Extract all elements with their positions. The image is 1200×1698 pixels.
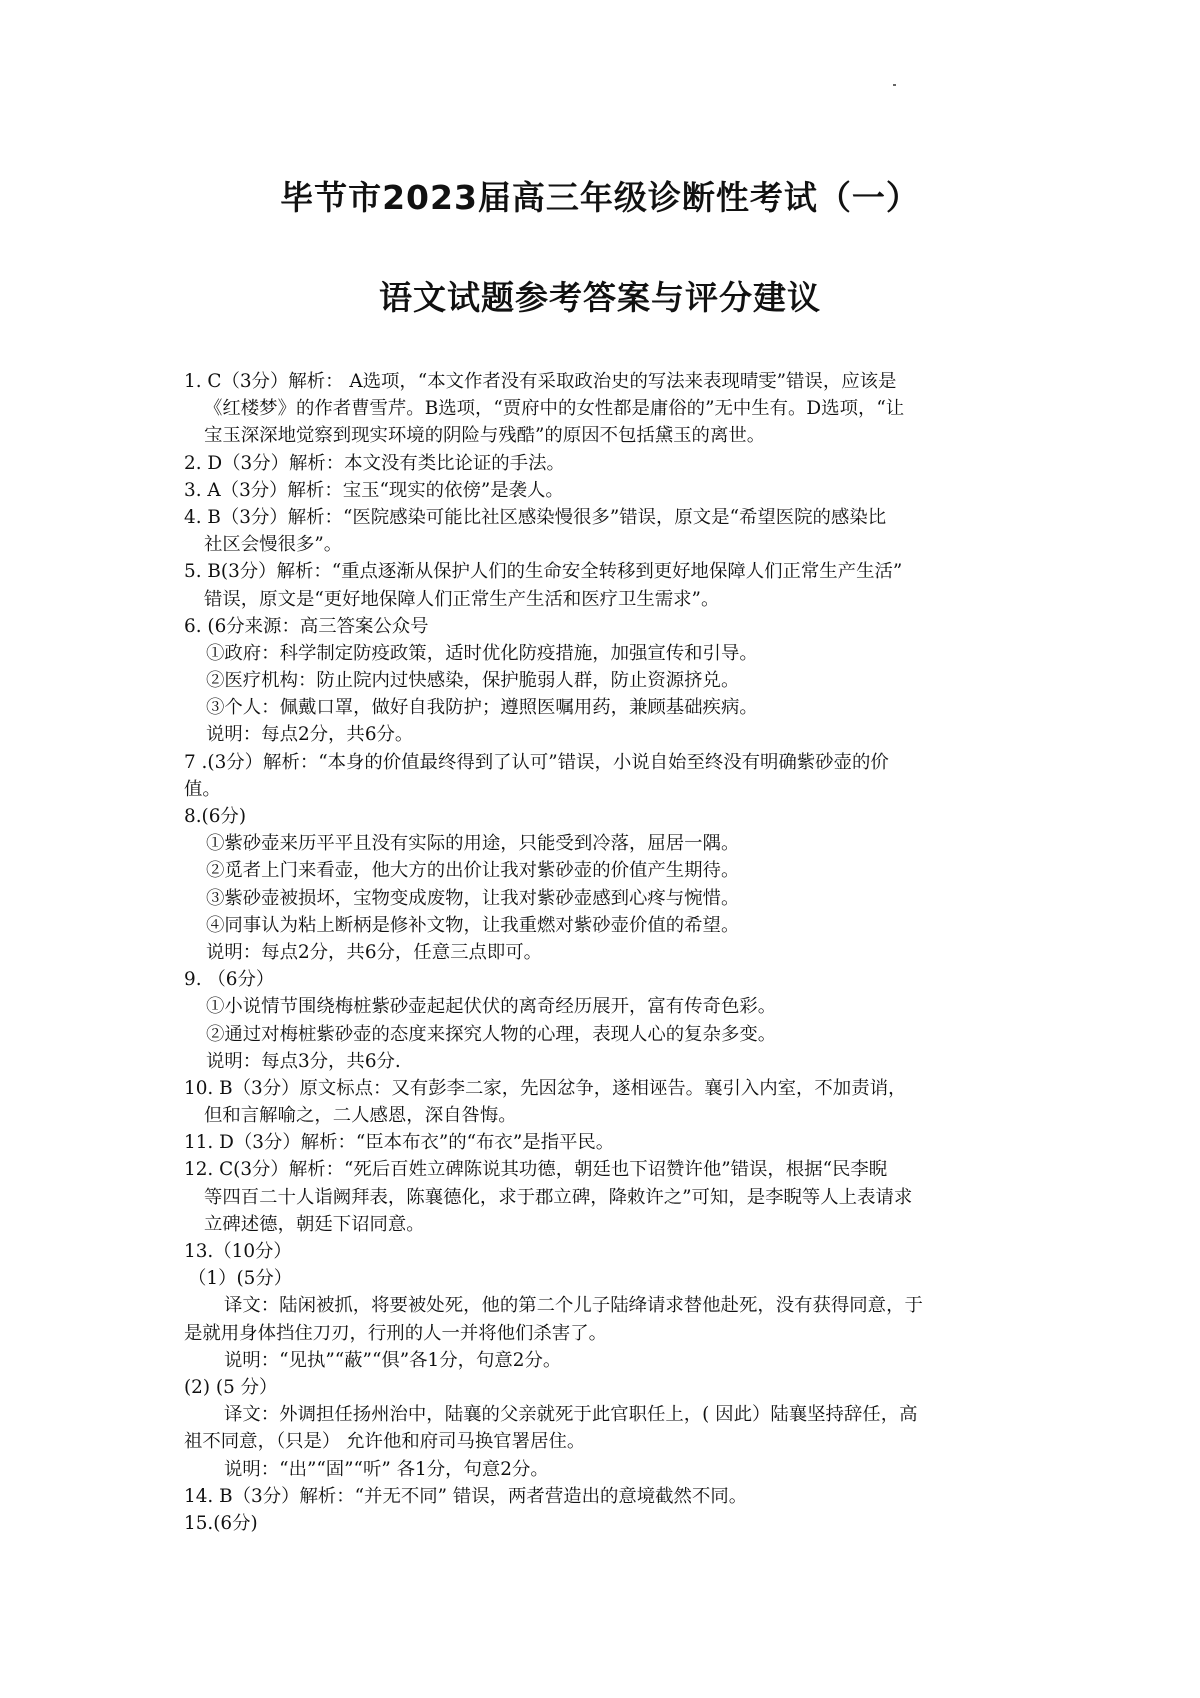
answer-line: 说明：“见执”“蔽”“俱”各1分，句意2分。 (224, 1349, 562, 1371)
answer-line: 说明：每点2分，共6分。 (206, 724, 414, 746)
answer-line: 说明：每点3分，共6分. (206, 1050, 401, 1072)
answer-line: 说明：每点2分，共6分，任意三点即可。 (206, 941, 543, 963)
answer-line: 立碑述德，朝廷下诏同意。 (204, 1213, 425, 1235)
answer-line: (2) (5 分） (184, 1376, 278, 1398)
answer-line: 12. C(3分）解析：“死后百姓立碑陈说其功德，朝廷也下诏赞许他”错误，根据“民李睨 (184, 1159, 888, 1181)
answer-line: 但和言解喻之，二人感恩，深自咎悔。 (204, 1105, 517, 1127)
answer-line: 5. B(3分）解析：“重点逐渐从保护人们的生命安全转移到更好地保障人们正常生产生活” (184, 561, 903, 583)
answer-line: 14. B（3分）解析：“并无不同” 错误，两者营造出的意境截然不同。 (184, 1485, 748, 1507)
answer-line: 译文：陆闲被抓，将要被处死，他的第二个儿子陆绛请求替他赴死，没有获得同意，于 (224, 1295, 923, 1317)
answer-line: （1）(5分） (188, 1268, 293, 1290)
answer-line: 4. B（3分）解析：“医院感染可能比社区感染慢很多”错误，原文是“希望医院的感染比 (184, 506, 887, 528)
answer-line: 值。 (184, 778, 221, 800)
answer-line: ③个人：佩戴口罩，做好自我防护；遵照医嘱用药，兼顾基础疾病。 (206, 697, 758, 719)
answer-line: 祖不同意，（只是） 允许他和府司马换官署居住。 (184, 1431, 586, 1453)
answer-line: 错误，原文是“更好地保障人们正常生产生活和医疗卫生需求”。 (204, 588, 720, 610)
answer-line: 15.(6分) (184, 1512, 258, 1534)
answer-body (184, 368, 1022, 1537)
page-subtitle: 语文试题参考答案与评分建议 (379, 278, 821, 317)
answer-line: 8.(6分) (184, 806, 246, 827)
answer-line: ①紫砂壶来历平平且没有实际的用途，只能受到冷落，屈居一隅。 (206, 833, 740, 855)
answer-line: ①政府：科学制定防疫政策，适时优化防疫措施，加强宣传和引导。 (206, 642, 758, 664)
answer-line: 10. B（3分）原文标点：又有彭李二家，先因忿争，遂相诬告。襄引入内室，不加责诮， (184, 1077, 907, 1099)
answer-line: 等四百二十人诣阙拜表，陈襄德化，求于郡立碑，降敕许之”可知，是李睨等人上表请求 (204, 1186, 913, 1208)
answer-line: 3. A（3分）解析：宝玉“现实的依傍”是袭人。 (184, 479, 564, 501)
answer-line: ④同事认为粘上断柄是修补文物，让我重燃对紫砂壶价值的希望。 (206, 914, 740, 936)
answer-line: 2. D（3分）解析：本文没有类比论证的手法。 (184, 452, 565, 474)
answer-line: 1. C（3分）解析： A选项，“本文作者没有采取政治史的写法来表现晴雯”错误，应该是 (184, 371, 897, 392)
scan-speck (893, 84, 896, 86)
answer-line: 社区会慢很多”。 (204, 534, 343, 556)
answer-line: ①小说情节围绕梅桩紫砂壶起起伏伏的离奇经历展开，富有传奇色彩。 (206, 996, 777, 1018)
answer-line: 译文：外调担任扬州治中，陆襄的父亲就死于此官职任上，( 因此）陆襄坚持辞任，高 (224, 1404, 918, 1426)
answer-line: 7 .(3分）解析：“本身的价值最终得到了认可”错误，小说自始至终没有明确紫砂壶的价 (184, 751, 889, 773)
answer-line: 说明：“出”“固”“听” 各1分，句意2分。 (224, 1458, 549, 1480)
answer-line: ②通过对梅桩紫砂壶的态度来探究人物的心理，表现人心的复杂多变。 (206, 1023, 777, 1045)
answer-line: 6. (6分来源：高三答案公众号 (184, 615, 429, 637)
answer-line: 《红楼梦》的作者曹雪芹。B选项，“贾府中的女性都是庸俗的”无中生有。D选项，“让 (204, 398, 905, 420)
answer-line: ③紫砂壶被损坏，宝物变成废物，让我对紫砂壶感到心疼与惋惜。 (206, 887, 740, 909)
answer-line: 是就用身体挡住刀刃，行刑的人一并将他们杀害了。 (184, 1322, 607, 1344)
answer-line: 9. （6分） (184, 969, 275, 991)
page-title: 毕节市2023届高三年级诊断性考试（一） (280, 178, 920, 217)
answer-line: 11. D（3分）解析：“臣本布衣”的“布衣”是指平民。 (184, 1132, 615, 1154)
answer-line: 13.（10分） (184, 1241, 292, 1262)
answer-line: ②医疗机构：防止院内过快感染，保护脆弱人群，防止资源挤兑。 (206, 670, 740, 692)
answer-line: 宝玉深深地觉察到现实环境的阴险与残酷”的原因不包括黛玉的离世。 (204, 425, 766, 447)
answer-line: ②觅者上门来看壶，他大方的出价让我对紫砂壶的价值产生期待。 (206, 860, 740, 882)
